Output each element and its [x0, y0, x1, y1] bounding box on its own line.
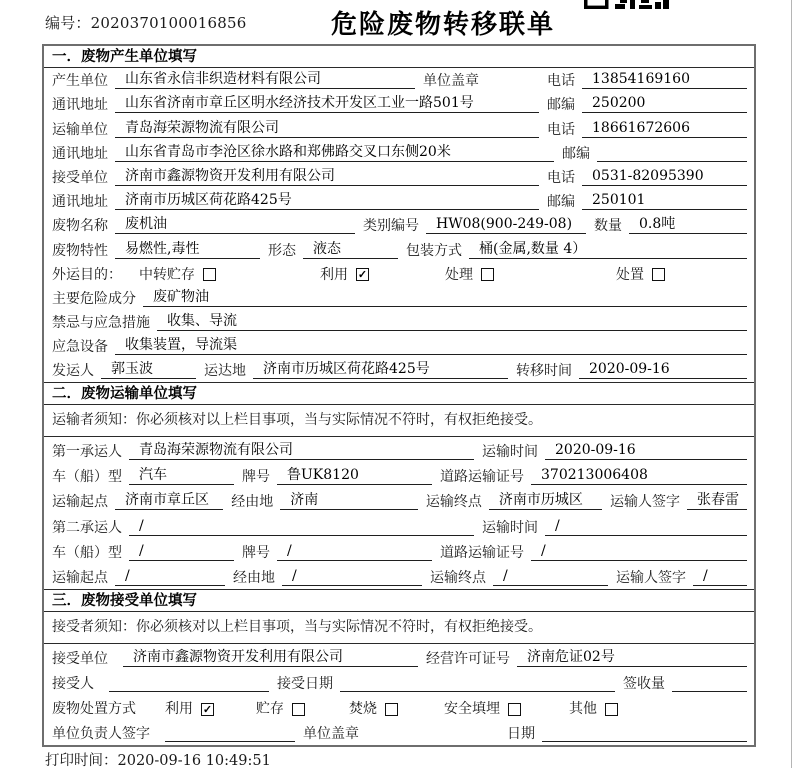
plate-number-label: 牌号 — [242, 469, 270, 486]
section-producer — [44, 46, 754, 382]
row-first-vehicle — [44, 463, 754, 488]
receiver-zip-value: 250101 — [582, 192, 747, 210]
receipt-person-label: 接受人 — [52, 675, 94, 692]
use-checkbox[interactable]: ✓ — [357, 268, 368, 282]
row-waste-name — [44, 213, 754, 237]
second-carrier-label: 第二承运人 — [52, 519, 122, 536]
hazard-components-value: 废矿物油 — [143, 289, 747, 307]
transporter-label: 运输单位 — [52, 121, 108, 138]
waste-traits-value: 易燃性,毒性 — [115, 241, 260, 259]
receiver-label: 接受单位 — [52, 169, 108, 186]
row-receipt — [44, 670, 754, 695]
taboo-measures-value: 收集、导流 — [157, 313, 747, 331]
qr-code-fragment-icon — [584, 0, 669, 9]
row-producer — [44, 68, 754, 92]
transporter-value: 青岛海荣源物流有限公司 — [115, 120, 539, 138]
checkbox-label: 处理 — [445, 266, 473, 283]
transporter-phone-label: 电话 — [547, 121, 575, 138]
checkbox-label: 其他 — [569, 701, 597, 718]
waste-name-label: 废物名称 — [52, 218, 108, 235]
incinerate-checkbox[interactable] — [385, 703, 398, 716]
route-start-value: 济南市章丘区 — [115, 492, 223, 510]
received-quantity-value — [672, 675, 747, 692]
permit-number-value: 济南危证02号 — [517, 649, 747, 667]
row-dispatch — [44, 358, 754, 382]
transporter-address-label: 通讯地址 — [52, 145, 108, 162]
row-waste-traits — [44, 237, 754, 261]
permit-number-label: 经营许可证号 — [426, 650, 510, 667]
treatment-checkbox[interactable] — [481, 268, 494, 281]
manifest-number-label: 编号： — [45, 14, 91, 32]
disposal-option-store — [256, 701, 305, 717]
row-taboo-measures — [44, 310, 754, 334]
checkbox-label: 贮存 — [256, 701, 284, 718]
transfer-purpose-label: 外运目的： — [52, 266, 122, 283]
route-start2-value: / — [115, 568, 225, 586]
purpose-option-use — [320, 267, 369, 283]
route-via2-value: / — [282, 568, 422, 586]
row-transfer-purpose — [44, 262, 754, 286]
waste-form-label: 形态 — [268, 242, 296, 259]
receiver-notice: 接受者须知：你必须核对以上栏目事项，当与实际情况不符时，有权拒绝接受。 — [44, 612, 754, 644]
row-first-route — [44, 488, 754, 513]
section-transport-title: 二．废物运输单位填写 — [44, 383, 754, 405]
transport-time-value: 2020-09-16 — [545, 442, 747, 460]
route-end2-label: 运输终点 — [430, 570, 486, 587]
row-first-carrier — [44, 437, 754, 462]
carrier-signature-label: 运输人签字 — [609, 494, 680, 511]
purpose-option-disposal — [616, 267, 665, 283]
transfer-time-label: 转移时间 — [516, 363, 572, 380]
disposal-checkbox[interactable] — [652, 268, 665, 281]
transport-time2-value: / — [545, 518, 747, 536]
manifest-form — [42, 44, 756, 747]
seal-date-value — [542, 725, 747, 742]
unit-seal-label: 单位盖章 — [303, 726, 359, 743]
destination-value: 济南市历城区荷花路425号 — [253, 361, 508, 379]
row-second-route — [44, 564, 754, 589]
route-end-label: 运输终点 — [425, 494, 482, 511]
responsible-signature-value — [165, 725, 295, 742]
taboo-measures-label: 禁忌与应急措施 — [52, 315, 150, 332]
row-second-carrier — [44, 513, 754, 538]
receiving-unit-label: 接受单位 — [52, 650, 108, 667]
destination-label: 运达地 — [204, 363, 246, 380]
checkbox-label: 中转贮存 — [139, 266, 195, 283]
checkbox-label: 利用 — [320, 266, 348, 283]
receiver-phone-value: 0531-82095390 — [582, 168, 747, 186]
landfill-checkbox[interactable] — [508, 703, 521, 716]
row-second-vehicle — [44, 539, 754, 564]
vehicle-type2-label: 车（船）型 — [52, 544, 122, 561]
route-end2-value: / — [493, 568, 608, 586]
waste-name-value: 废机油 — [115, 216, 355, 234]
purpose-option-treatment — [445, 267, 494, 283]
producer-label: 产生单位 — [52, 73, 108, 90]
transporter-phone-value: 18661672606 — [582, 120, 747, 138]
emergency-equipment-value: 收集装置，导流渠 — [115, 337, 747, 355]
section-transport — [44, 382, 754, 589]
row-emergency-equipment — [44, 334, 754, 358]
page-title: 危险废物转移联单 — [331, 10, 556, 40]
row-transporter-address — [44, 141, 754, 165]
row-responsible-signature — [44, 720, 754, 745]
purpose-option-transit-storage — [139, 267, 216, 283]
carrier-signature2-label: 运输人签字 — [616, 570, 686, 587]
row-transporter — [44, 116, 754, 140]
first-carrier-value: 青岛海荣源物流有限公司 — [129, 442, 474, 460]
transit-storage-checkbox[interactable] — [203, 268, 216, 281]
hazard-components-label: 主要危险成分 — [52, 290, 136, 307]
producer-zip-value: 250200 — [582, 95, 747, 113]
row-producer-address — [44, 92, 754, 116]
producer-zip-label: 邮编 — [547, 97, 575, 114]
route-via-value: 济南 — [280, 492, 418, 510]
received-quantity-label: 签收量 — [623, 675, 665, 692]
road-license-label: 道路运输证号 — [440, 469, 524, 486]
second-carrier-value: / — [129, 518, 474, 536]
waste-packing-value: 桶(金属,数量 4） — [469, 241, 747, 259]
vehicle-type2-value: / — [129, 543, 234, 561]
receipt-date-value — [340, 675, 615, 692]
print-time-value: 2020-09-16 10:49:51 — [117, 753, 271, 769]
emergency-equipment-label: 应急设备 — [52, 339, 108, 356]
row-receiver — [44, 165, 754, 189]
producer-address-label: 通讯地址 — [52, 97, 108, 114]
waste-form-value: 液态 — [303, 241, 398, 259]
plate-number2-label: 牌号 — [242, 544, 270, 561]
receiver-zip-label: 邮编 — [547, 194, 575, 211]
transport-time-label: 运输时间 — [482, 443, 538, 460]
receiver-phone-label: 电话 — [547, 169, 575, 186]
checkbox-label: 利用 — [165, 701, 193, 718]
row-receiver-address — [44, 189, 754, 213]
waste-traits-label: 废物特性 — [52, 242, 108, 259]
plate-number2-value: / — [277, 543, 432, 561]
producer-address-value: 山东省济南市章丘区明水经济技术开发区工业一路501号 — [115, 95, 539, 113]
receipt-date-label: 接受日期 — [277, 675, 333, 692]
transporter-zip-value — [597, 145, 747, 162]
plate-number-value: 鲁UK8120 — [277, 467, 432, 485]
manifest-number-value: 2020370100016856 — [90, 14, 247, 32]
waste-packing-label: 包装方式 — [406, 242, 462, 259]
store-checkbox[interactable] — [292, 703, 305, 716]
transport-time2-label: 运输时间 — [482, 519, 538, 536]
row-receiving-unit — [44, 644, 754, 669]
route-via-label: 经由地 — [231, 494, 274, 511]
carrier-signature-value: 张春雷 — [687, 492, 747, 510]
producer-phone-label: 电话 — [547, 73, 575, 90]
receiving-unit-value: 济南市鑫源物资开发利用有限公司 — [123, 649, 418, 667]
route-via2-label: 经由地 — [233, 570, 275, 587]
utilize-checkbox[interactable]: ✓ — [202, 702, 213, 716]
producer-seal-label: 单位盖章 — [423, 73, 479, 90]
carrier-signature2-value: / — [693, 568, 747, 586]
route-end-value: 济南市历城区 — [489, 492, 602, 510]
section-receiver-title: 三．废物接受单位填写 — [44, 590, 754, 612]
disposal-option-incinerate — [349, 701, 398, 717]
producer-phone-value: 13854169160 — [582, 71, 747, 89]
receiver-value: 济南市鑫源物资开发利用有限公司 — [115, 168, 539, 186]
waste-quantity-value: 0.8吨 — [629, 216, 747, 234]
receipt-person-value — [109, 675, 269, 692]
receiver-address-value: 济南市历城区荷花路425号 — [115, 192, 539, 210]
print-time-label: 打印时间： — [45, 753, 118, 769]
page-header — [0, 0, 796, 44]
disposal-method-label: 废物处置方式 — [52, 701, 136, 718]
transfer-time-value: 2020-09-16 — [579, 361, 747, 379]
disposal-option-landfill — [444, 701, 521, 717]
road-license2-label: 道路运输证号 — [440, 544, 524, 561]
dispatcher-label: 发运人 — [52, 363, 94, 380]
transporter-address-value: 山东省青岛市李沧区徐水路和郑佛路交叉口东侧20米 — [115, 144, 554, 162]
waste-category-value: HW08(900-249-08) — [426, 216, 586, 234]
checkbox-label: 处置 — [616, 266, 644, 283]
route-start-label: 运输起点 — [52, 494, 108, 511]
road-license2-value: / — [531, 543, 747, 561]
transporter-zip-label: 邮编 — [562, 145, 590, 162]
disposal-option-utilize — [165, 701, 214, 717]
receiver-address-label: 通讯地址 — [52, 194, 108, 211]
transporter-notice: 运输者须知：你必须核对以上栏目事项，当与实际情况不符时，有权拒绝接受。 — [44, 405, 754, 437]
checkbox-label: 安全填埋 — [444, 701, 500, 718]
disposal-option-other — [569, 701, 618, 717]
checkbox-label: 焚烧 — [349, 701, 377, 718]
vehicle-type-value: 汽车 — [129, 467, 234, 485]
page-edge-line — [791, 0, 792, 768]
section-producer-title: 一．废物产生单位填写 — [44, 46, 754, 68]
waste-quantity-label: 数量 — [594, 218, 622, 235]
dispatcher-value: 郭玉波 — [101, 361, 196, 379]
route-start2-label: 运输起点 — [52, 570, 108, 587]
vehicle-type-label: 车（船）型 — [52, 469, 122, 486]
print-time — [45, 749, 271, 770]
road-license-value: 370213006408 — [531, 467, 747, 485]
first-carrier-label: 第一承运人 — [52, 443, 122, 460]
other-checkbox[interactable] — [605, 703, 618, 716]
manifest-number — [45, 12, 247, 33]
row-hazard-components — [44, 286, 754, 310]
producer-value: 山东省永信非织造材料有限公司 — [115, 71, 415, 89]
responsible-signature-label: 单位负责人签字 — [52, 726, 150, 743]
section-receiver — [44, 589, 754, 745]
seal-date-label: 日期 — [507, 726, 535, 743]
row-disposal-method — [44, 695, 754, 720]
waste-category-label: 类别编号 — [363, 218, 419, 235]
